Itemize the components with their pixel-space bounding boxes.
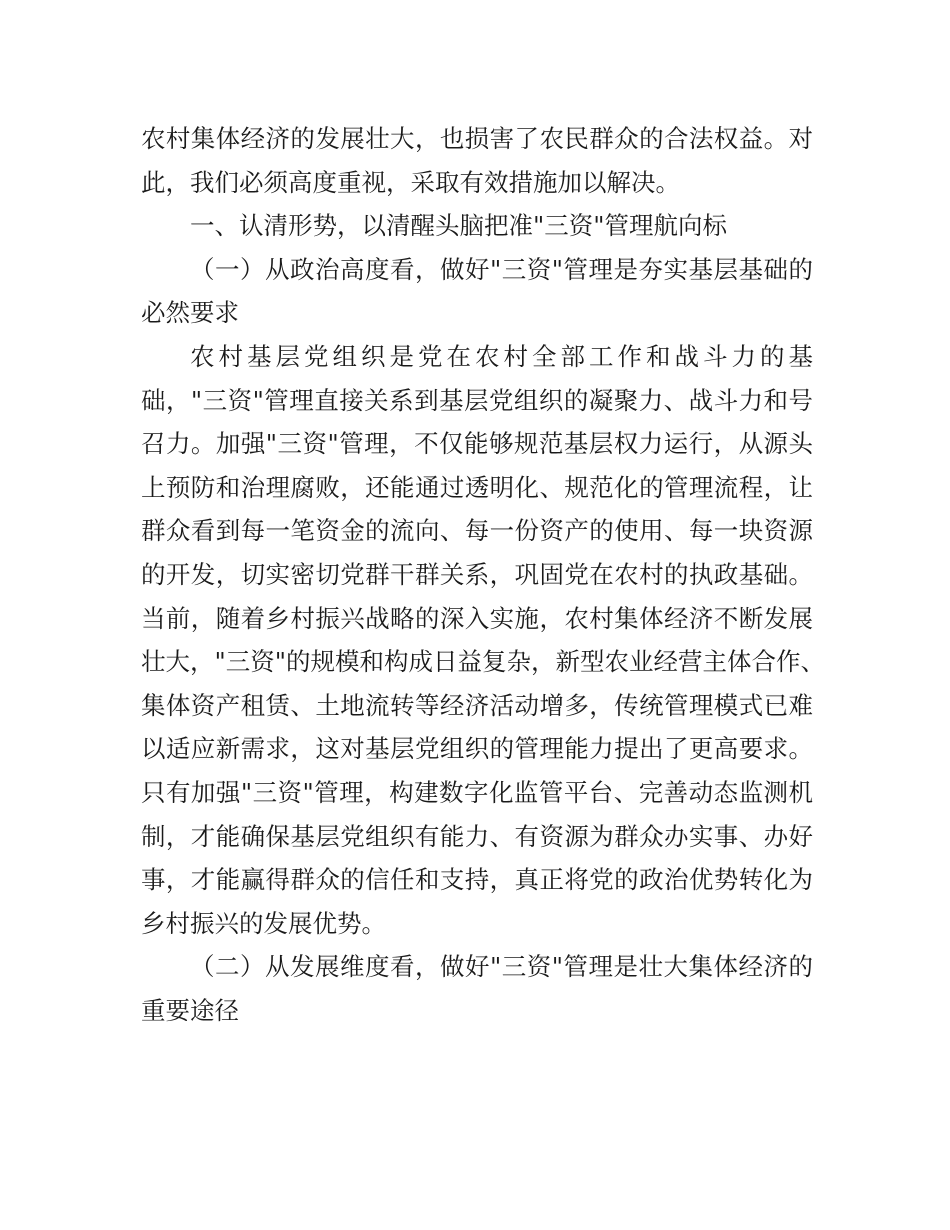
text-line: 当前，随着乡村振兴战略的深入实施，农村集体经济不断发展 [141, 603, 813, 633]
text-line: 础，"三资"管理直接关系到基层党组织的凝聚力、战斗力和号 [141, 385, 813, 415]
subheading-text-line: （二）从发展维度看，做好"三资"管理是壮大集体经济的 [190, 952, 813, 982]
subheading-text-line: （一）从政治高度看，做好"三资"管理是夯实基层基础的 [190, 254, 813, 284]
text-line: 制，才能确保基层党组织有能力、有资源为群众办实事、办好 [141, 821, 813, 851]
text-line: 农村基层党组织是党在农村全部工作和战斗力的基 [190, 341, 813, 371]
subheading-text-line: 必然要求 [141, 298, 239, 328]
subheading-development [141, 945, 813, 1032]
text-line: 上预防和治理腐败，还能通过透明化、规范化的管理流程，让 [141, 472, 813, 502]
body-paragraph [141, 335, 826, 945]
section-heading-text: 一、认清形势，以清醒头脑把准"三资"管理航向标 [190, 211, 728, 241]
text-line: 只有加强"三资"管理，构建数字化监管平台、完善动态监测机 [141, 777, 813, 807]
text-line: 群众看到每一笔资金的流向、每一份资产的使用、每一块资源 [141, 516, 813, 546]
subheading-text-line: 重要途径 [141, 995, 239, 1025]
paragraph-intro-continuation [141, 117, 813, 204]
text-line: 乡村振兴的发展优势。 [141, 908, 386, 938]
text-line: 壮大，"三资"的规模和构成日益复杂，新型农业经营主体合作、 [141, 647, 826, 677]
subheading-political [141, 248, 813, 335]
text-line: 此，我们必须高度重视，采取有效措施加以解决。 [141, 167, 680, 197]
text-line: 集体资产租赁、土地流转等经济活动增多，传统管理模式已难 [141, 690, 813, 720]
text-line: 农村集体经济的发展壮大，也损害了农民群众的合法权益。对 [141, 124, 813, 153]
text-line: 以适应新需求，这对基层党组织的管理能力提出了更高要求。 [141, 734, 813, 764]
text-line: 事，才能赢得群众的信任和支持，真正将党的政治优势转化为 [141, 865, 813, 895]
document-body [141, 117, 826, 1032]
section-heading [141, 204, 813, 248]
text-line: 召力。加强"三资"管理，不仅能够规范基层权力运行，从源头 [141, 429, 813, 459]
text-line: 的开发，切实密切党群干群关系，巩固党在农村的执政基础。 [141, 559, 813, 589]
